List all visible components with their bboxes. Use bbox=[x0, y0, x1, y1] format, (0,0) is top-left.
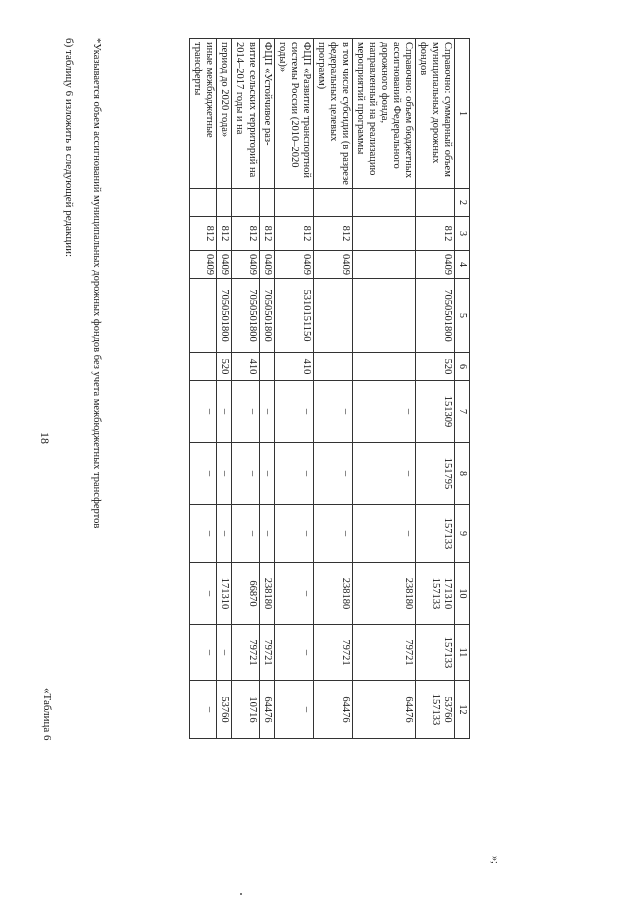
table-cell: 520 bbox=[416, 353, 455, 381]
table-cell: – bbox=[313, 505, 352, 563]
table-cell: – bbox=[217, 505, 232, 563]
table-cell: 0409 bbox=[274, 251, 313, 279]
header-cell: 11 bbox=[455, 625, 470, 681]
table-cell: – bbox=[313, 443, 352, 505]
table-cell: 7050501800 bbox=[416, 279, 455, 353]
table-cell: 171310 157133 bbox=[416, 563, 455, 625]
header-cell: 12 bbox=[455, 681, 470, 739]
table-cell: 7050501800 bbox=[259, 279, 274, 353]
closing-quote: »; bbox=[489, 856, 500, 864]
table-cell: – bbox=[353, 443, 416, 505]
table-body bbox=[190, 39, 470, 739]
table-cell: – bbox=[217, 625, 232, 681]
table-cell: 157133 bbox=[416, 625, 455, 681]
table-cell: – bbox=[274, 505, 313, 563]
table-cell: ФЦП «Устойчивое раз- bbox=[259, 39, 274, 189]
table-cell bbox=[259, 189, 274, 217]
header-cell: 9 bbox=[455, 505, 470, 563]
table-cell: 520 bbox=[217, 353, 232, 381]
table-cell: 7050501800 bbox=[232, 279, 259, 353]
header-cell: 8 bbox=[455, 443, 470, 505]
table-cell: – bbox=[217, 381, 232, 443]
table-cell: – bbox=[190, 563, 217, 625]
table-cell: 812 bbox=[232, 217, 259, 251]
table-cell bbox=[353, 217, 416, 251]
table-cell: Справочно: суммарный объем муниципальных дорожных фондов bbox=[416, 39, 455, 189]
table-cell: в том числе субсидии (в разрезе федеральных целевых программ) bbox=[313, 39, 352, 189]
footnote: *Указывается объем ассигнований муниципальных дорожных фондов без учета межбюджетных трансфертов bbox=[91, 38, 102, 529]
instruction-text: б) таблицу 6 изложить в следующей редакции: bbox=[63, 38, 75, 258]
table-cell: 79721 bbox=[232, 625, 259, 681]
table-cell bbox=[353, 279, 416, 353]
table-cell: 0409 bbox=[232, 251, 259, 279]
table-row bbox=[353, 39, 416, 739]
table-cell bbox=[259, 353, 274, 381]
table-cell: – bbox=[274, 681, 313, 739]
table-cell: – bbox=[232, 443, 259, 505]
table-reference: «Таблица 6 bbox=[41, 688, 53, 741]
table-cell: – bbox=[190, 625, 217, 681]
table-cell bbox=[217, 189, 232, 217]
table-cell: 0409 bbox=[217, 251, 232, 279]
table-cell: – bbox=[353, 381, 416, 443]
table-cell: – bbox=[313, 381, 352, 443]
table-cell: 10716 bbox=[232, 681, 259, 739]
table-cell: 79721 bbox=[353, 625, 416, 681]
table-cell bbox=[232, 189, 259, 217]
table-cell: иные межбюджетные трансферты bbox=[190, 39, 217, 189]
table-cell: 79721 bbox=[313, 625, 352, 681]
table-cell: – bbox=[259, 443, 274, 505]
header-cell: 5 bbox=[455, 279, 470, 353]
table-cell: 812 bbox=[274, 217, 313, 251]
table-cell bbox=[353, 189, 416, 217]
table-cell: 64476 bbox=[259, 681, 274, 739]
table-cell bbox=[190, 189, 217, 217]
table-cell bbox=[313, 189, 352, 217]
table-row bbox=[259, 39, 274, 739]
table-cell: 151795 bbox=[416, 443, 455, 505]
header-cell: 1 bbox=[455, 39, 470, 189]
header-cell: 10 bbox=[455, 563, 470, 625]
table-cell: – bbox=[274, 443, 313, 505]
header-cell: 7 bbox=[455, 381, 470, 443]
table-cell bbox=[313, 279, 352, 353]
table-cell: 410 bbox=[274, 353, 313, 381]
table-cell: 0409 bbox=[259, 251, 274, 279]
table-cell: – bbox=[232, 505, 259, 563]
table-cell bbox=[353, 251, 416, 279]
table-cell: 812 bbox=[190, 217, 217, 251]
scan-speck bbox=[240, 893, 242, 895]
table-cell: 157133 bbox=[416, 505, 455, 563]
table-cell: 53760 bbox=[217, 681, 232, 739]
budget-table bbox=[189, 38, 470, 739]
table-row bbox=[274, 39, 313, 739]
table-cell: период до 2020 года» bbox=[217, 39, 232, 189]
header-cell: 3 bbox=[455, 217, 470, 251]
table-cell: 238180 bbox=[259, 563, 274, 625]
table-row bbox=[313, 39, 352, 739]
table-cell: – bbox=[353, 505, 416, 563]
table-cell: 238180 bbox=[353, 563, 416, 625]
table-cell: 0409 bbox=[190, 251, 217, 279]
page-number: 18 bbox=[38, 432, 52, 444]
table-cell: 79721 bbox=[259, 625, 274, 681]
table-row bbox=[416, 39, 455, 739]
table-cell: – bbox=[190, 681, 217, 739]
table-cell: 410 bbox=[232, 353, 259, 381]
table-row bbox=[217, 39, 232, 739]
table-cell bbox=[353, 353, 416, 381]
table-cell: 238180 bbox=[313, 563, 352, 625]
table-cell: ФЦП «Развитие транспортной системы России (2010–2020 годы)» bbox=[274, 39, 313, 189]
table-cell: витие сельских территорий на 2014–2017 годы и на bbox=[232, 39, 259, 189]
table-cell: 7050501800 bbox=[217, 279, 232, 353]
table-row bbox=[190, 39, 217, 739]
table-cell: – bbox=[274, 563, 313, 625]
table-cell: Справочно: объем бюджетных ассигнований Федерального дорожного фонда, направленный на реализацию мероприятий программы bbox=[353, 39, 416, 189]
table-cell bbox=[313, 353, 352, 381]
table-cell bbox=[274, 189, 313, 217]
table-cell: – bbox=[274, 625, 313, 681]
table-cell: 812 bbox=[416, 217, 455, 251]
table-cell bbox=[190, 279, 217, 353]
table-cell: 171310 bbox=[217, 563, 232, 625]
table-cell: 0409 bbox=[416, 251, 455, 279]
header-row bbox=[455, 39, 470, 739]
table-cell: – bbox=[232, 381, 259, 443]
table-cell bbox=[416, 189, 455, 217]
table-cell: 64476 bbox=[353, 681, 416, 739]
table-cell: 66870 bbox=[232, 563, 259, 625]
table-cell bbox=[190, 353, 217, 381]
table-cell: 0409 bbox=[313, 251, 352, 279]
table-cell: 64476 bbox=[313, 681, 352, 739]
table-cell: – bbox=[190, 443, 217, 505]
table-row bbox=[232, 39, 259, 739]
table-cell: – bbox=[190, 381, 217, 443]
table-cell: 812 bbox=[217, 217, 232, 251]
table-cell: – bbox=[274, 381, 313, 443]
header-cell: 6 bbox=[455, 353, 470, 381]
header-cell: 2 bbox=[455, 189, 470, 217]
table-cell: – bbox=[217, 443, 232, 505]
table-cell: 151309 bbox=[416, 381, 455, 443]
table-cell: 812 bbox=[259, 217, 274, 251]
table-cell: 53760 157133 bbox=[416, 681, 455, 739]
header-cell: 4 bbox=[455, 251, 470, 279]
table-cell: 812 bbox=[313, 217, 352, 251]
table-cell: – bbox=[259, 381, 274, 443]
table-cell: 5310151150 bbox=[274, 279, 313, 353]
table-cell: – bbox=[190, 505, 217, 563]
rotated-content bbox=[41, 38, 500, 864]
table-cell: – bbox=[259, 505, 274, 563]
